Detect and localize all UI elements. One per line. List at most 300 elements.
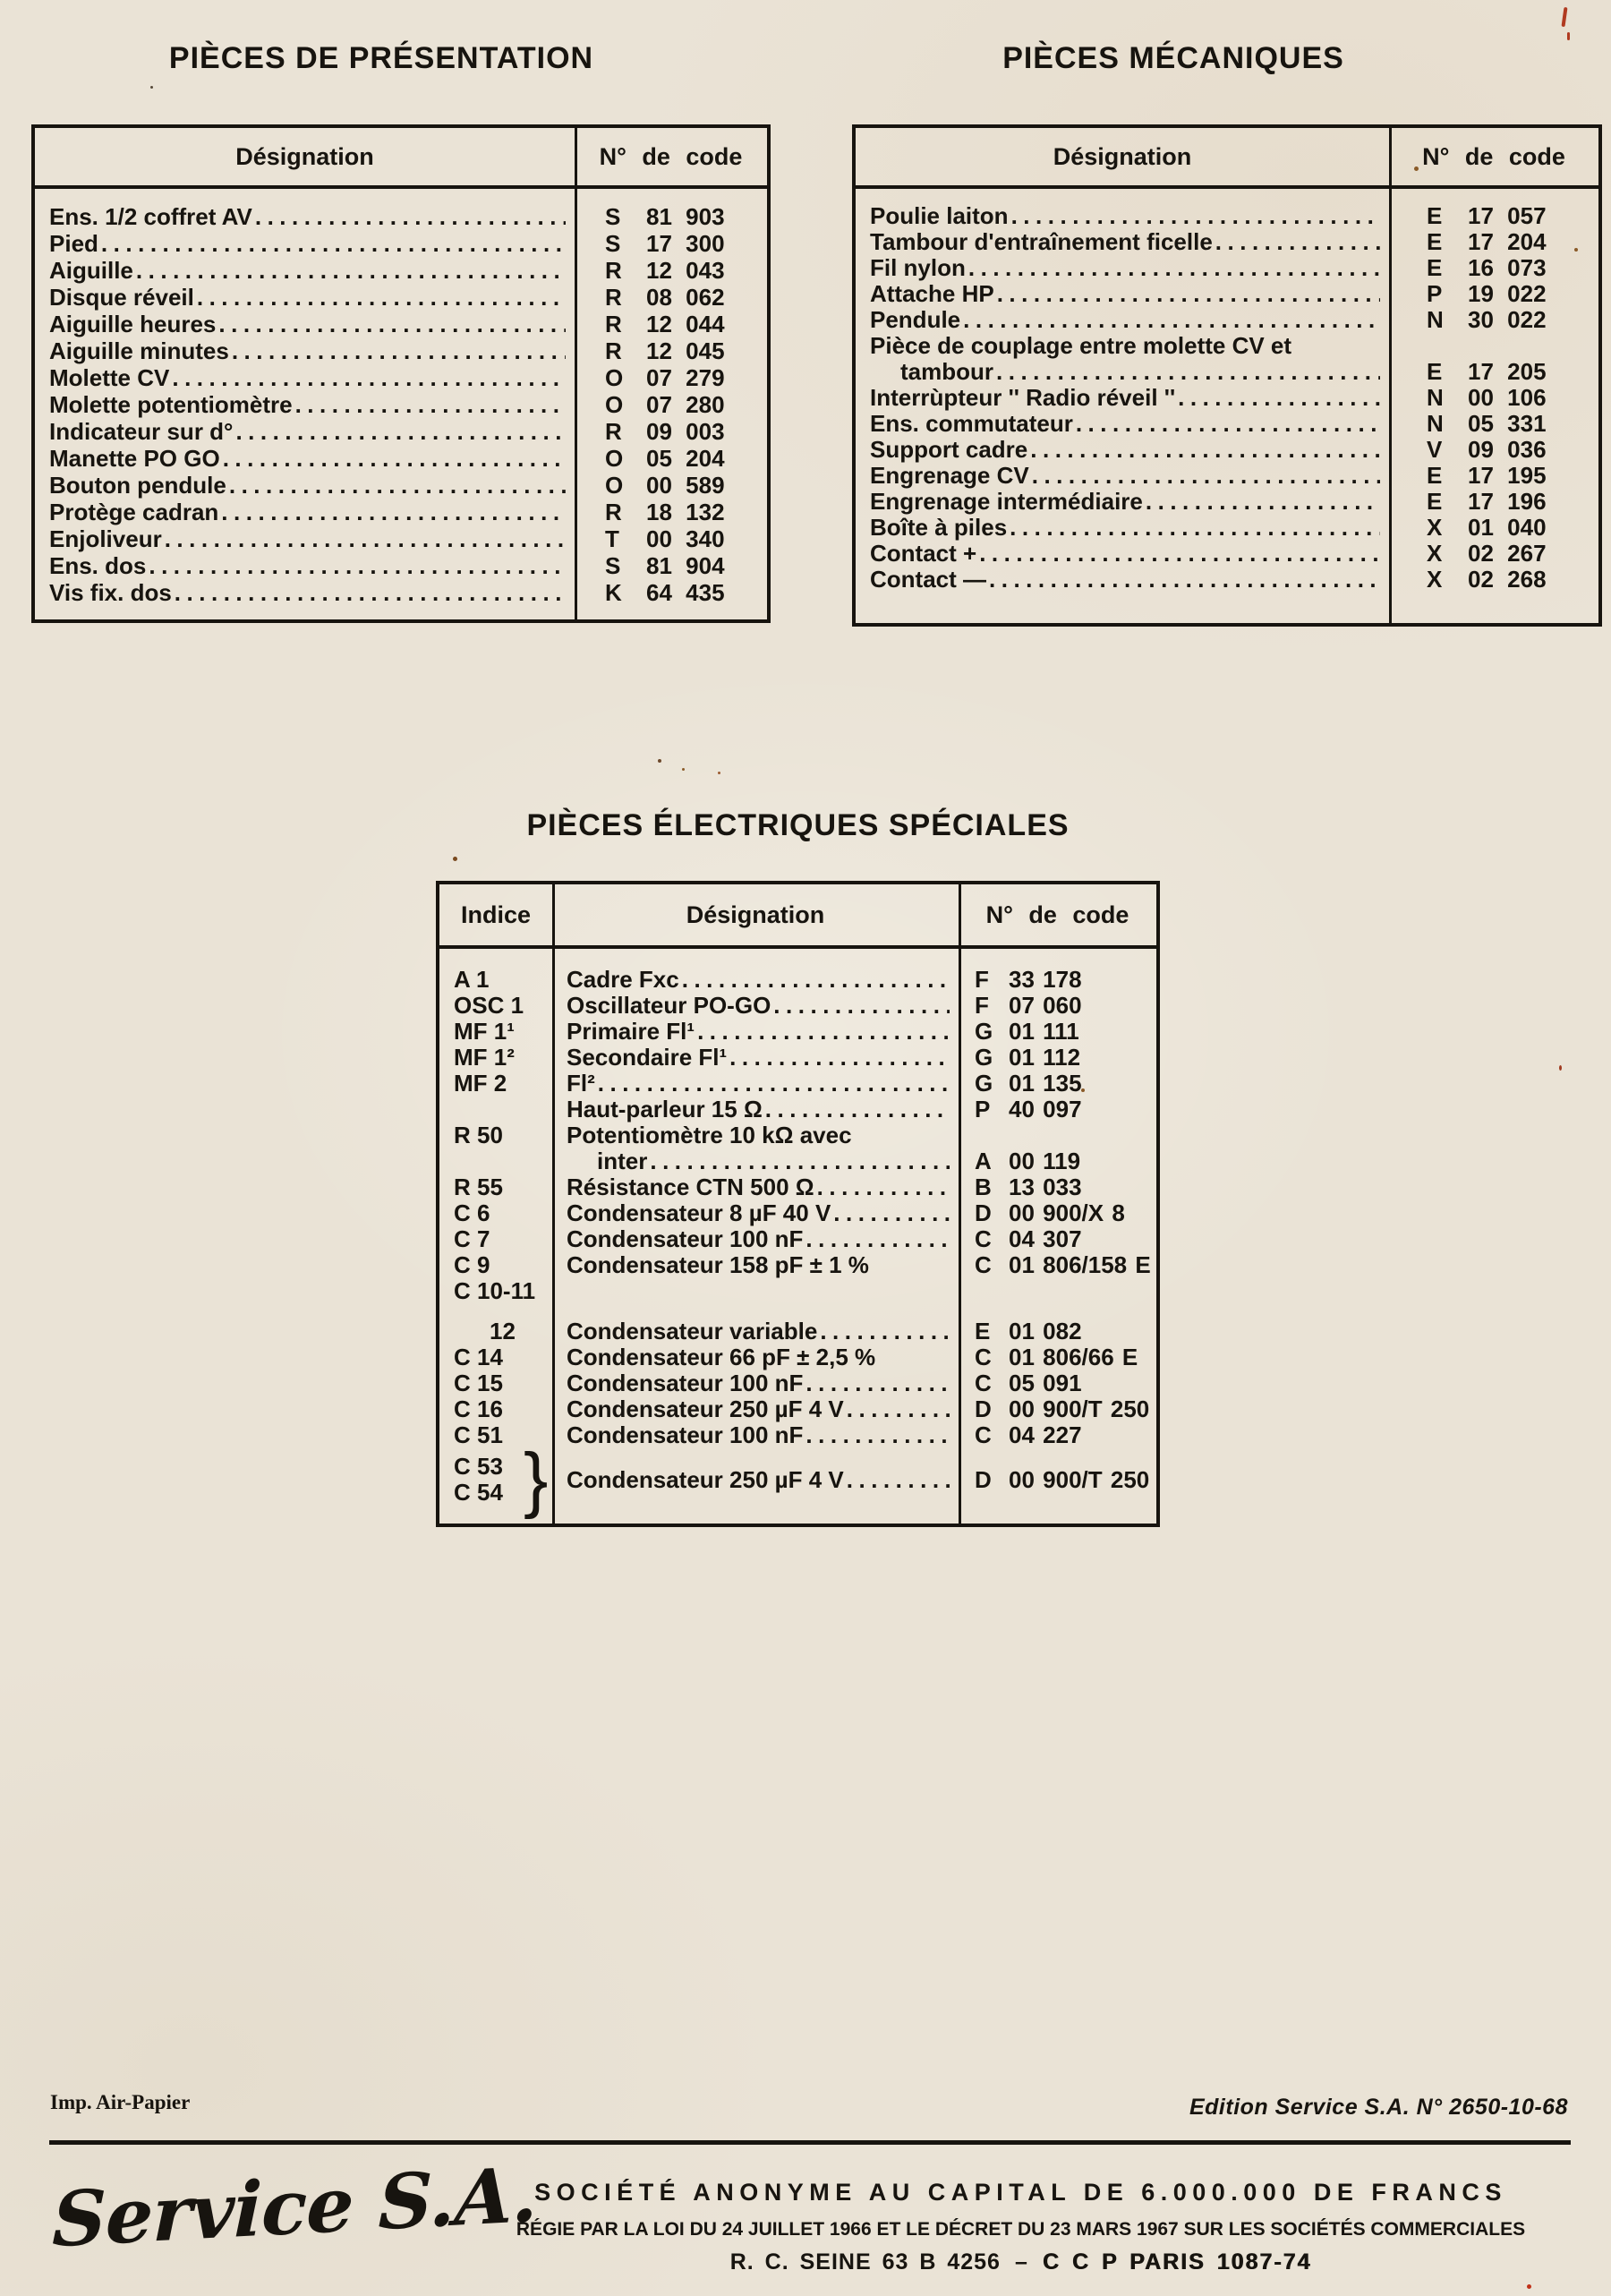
code-letter: T [605, 525, 619, 552]
designation-text: Tambour d'entraînement ficelle [870, 228, 1213, 255]
designation-text: Pendule [870, 306, 961, 333]
part-code [959, 1396, 1156, 1422]
part-code [1389, 359, 1598, 385]
code-number: 17 195 [1468, 462, 1547, 489]
code-number: 00 900/X 8 [1009, 1199, 1125, 1226]
table-header [439, 884, 1156, 949]
designation-text: Contact + [870, 540, 977, 567]
part-code [1389, 307, 1598, 333]
indice-line: A 1 [454, 966, 490, 993]
paper-speck [150, 86, 153, 89]
part-code [575, 579, 767, 606]
part-designation [552, 1045, 959, 1071]
designation-line [567, 1370, 959, 1396]
part-indice [439, 1045, 552, 1071]
code-letter: X [1427, 566, 1443, 593]
part-indice [439, 1019, 552, 1045]
designation-text: Condensateur 8 µF 40 V [567, 1199, 831, 1226]
part-code [959, 1097, 1156, 1122]
table-row [856, 229, 1598, 255]
table-row [35, 203, 767, 230]
code-letter: R [605, 257, 622, 284]
presentation-table [31, 124, 771, 623]
code-number: 17 300 [646, 230, 725, 257]
column-header-designation: Désignation [1053, 142, 1192, 170]
code-letter: R [605, 499, 622, 525]
designation-text: Condensateur variable [567, 1318, 818, 1344]
designation-line [567, 1174, 959, 1200]
indice-line: C 6 [454, 1199, 490, 1226]
ccp-paris-text: C C P PARIS 1087-74 [1042, 2249, 1312, 2275]
code-letter: D [975, 1396, 992, 1422]
part-designation [35, 445, 575, 472]
part-code [1389, 515, 1598, 541]
dot-leader [175, 579, 566, 606]
part-designation [856, 489, 1389, 515]
designation-line [49, 579, 575, 606]
table-row [856, 307, 1598, 333]
dot-leader [221, 499, 566, 525]
code-number: 01 135 [1009, 1070, 1082, 1097]
part-designation [856, 281, 1389, 307]
part-code [959, 967, 1156, 993]
table-row [439, 1071, 1156, 1097]
designation-line [567, 1045, 959, 1071]
paper-speck [658, 759, 661, 763]
code-number: 12 044 [646, 311, 725, 337]
column-header-code: N° de code [599, 142, 743, 170]
company-line-regie: RÉGIE PAR LA LOI DU 24 JUILLET 1966 ET LE DÉCRET DU 23 MARS 1967 SUR LES SOCIÉTÉS COMMERCIALES [516, 2219, 1526, 2240]
part-indice [439, 1174, 552, 1200]
code-letter: G [975, 1070, 993, 1097]
code-number: 33 178 [1009, 966, 1082, 993]
printer-credit: Imp. Air-Papier [50, 2091, 191, 2113]
code-number: 19 022 [1468, 280, 1547, 307]
code-number: 01 112 [1009, 1044, 1081, 1071]
designation-line [49, 391, 575, 418]
part-designation [35, 337, 575, 364]
part-designation [35, 525, 575, 552]
designation-line [567, 1422, 959, 1448]
designation-text: Ens. dos [49, 552, 147, 579]
designation-text: Oscillateur PO-GO [567, 992, 771, 1019]
part-code [575, 552, 767, 579]
code-number: 02 267 [1468, 540, 1547, 567]
part-code [959, 1344, 1156, 1370]
table-row [439, 967, 1156, 993]
part-designation [35, 203, 575, 230]
code-number: 64 435 [646, 579, 725, 606]
company-line-registry [468, 2249, 1573, 2275]
code-number: 00 340 [646, 525, 725, 552]
dot-leader [232, 337, 566, 364]
electriques-table [436, 881, 1160, 1527]
designation-text: Interrùpteur '' Radio réveil '' [870, 384, 1176, 411]
paper-speck [718, 772, 720, 774]
part-designation [35, 552, 575, 579]
table-row [439, 1344, 1156, 1370]
dot-leader [1215, 229, 1380, 255]
code-letter: S [605, 203, 621, 230]
column-header-designation: Désignation [686, 900, 825, 928]
code-number: 01 040 [1468, 514, 1547, 541]
part-code [1389, 437, 1598, 463]
part-designation [35, 499, 575, 525]
table-row [35, 418, 767, 445]
dot-leader [255, 203, 566, 230]
part-code [959, 1319, 1156, 1344]
table-header [856, 128, 1598, 189]
designation-text: Aiguille heures [49, 311, 217, 337]
part-designation [552, 1370, 959, 1396]
designation-text: inter [597, 1148, 648, 1174]
footer-rule [49, 2140, 1571, 2145]
designation-text: Pièce de couplage entre molette CV et [870, 332, 1292, 359]
part-designation [856, 229, 1389, 255]
dot-leader [1030, 437, 1380, 463]
designation-text: Bouton pendule [49, 472, 226, 499]
designation-line [49, 230, 575, 257]
part-code [575, 499, 767, 525]
table-row [856, 385, 1598, 411]
dot-leader [817, 1174, 950, 1200]
table-row [856, 333, 1598, 385]
dot-leader [1076, 411, 1380, 437]
code-number: 12 043 [646, 257, 725, 284]
code-letter: G [975, 1018, 993, 1045]
dot-leader [697, 1019, 950, 1045]
designation-line [870, 515, 1389, 541]
designation-line [567, 1396, 959, 1422]
code-number: 01 082 [1009, 1318, 1082, 1344]
code-letter: V [1427, 436, 1443, 463]
part-designation [856, 203, 1389, 229]
part-code [959, 1200, 1156, 1226]
designation-text: Indicateur sur d° [49, 418, 234, 445]
code-number: 17 057 [1468, 202, 1547, 229]
dot-leader [1011, 203, 1380, 229]
designation-text: Résistance CTN 500 Ω [567, 1174, 814, 1200]
paper-speck [1559, 1065, 1562, 1071]
code-letter: O [605, 364, 624, 391]
designation-line [870, 359, 1389, 385]
designation-text: Boîte à piles [870, 514, 1008, 541]
designation-text: Disque réveil [49, 284, 194, 311]
table-row [856, 255, 1598, 281]
part-indice [439, 1252, 552, 1278]
designation-line [49, 257, 575, 284]
table-row [35, 525, 767, 552]
part-designation [552, 1019, 959, 1045]
designation-text: Condensateur 250 µF 4 V [567, 1396, 844, 1422]
table-row [35, 257, 767, 284]
part-indice [439, 1226, 552, 1252]
dot-leader [806, 1226, 950, 1252]
column-header-designation: Désignation [235, 142, 374, 170]
part-code [575, 391, 767, 418]
part-designation [552, 1071, 959, 1097]
table-header [35, 128, 767, 189]
indice-line: C 15 [454, 1370, 503, 1396]
part-designation [35, 472, 575, 499]
dash-separator: – [1014, 2249, 1028, 2275]
designation-line [49, 525, 575, 552]
part-designation [552, 1122, 959, 1174]
table-row [35, 552, 767, 579]
code-number: 02 268 [1468, 566, 1547, 593]
indice-line: MF 1¹ [454, 1018, 515, 1045]
part-designation [35, 391, 575, 418]
dot-leader [165, 525, 566, 552]
designation-text: Pied [49, 230, 98, 257]
part-designation [856, 307, 1389, 333]
table-row [439, 1174, 1156, 1200]
part-code [959, 1071, 1156, 1097]
designation-text: Cadre Fxc [567, 966, 679, 993]
designation-line [870, 307, 1389, 333]
table-row [35, 579, 767, 606]
table-row [439, 1319, 1156, 1344]
designation-text: Fl² [567, 1070, 595, 1097]
code-letter: C [975, 1421, 992, 1448]
table-row [439, 1045, 1156, 1071]
dot-leader [136, 257, 566, 284]
part-code [575, 445, 767, 472]
dot-leader [729, 1045, 950, 1071]
code-letter: P [975, 1096, 991, 1122]
code-number: 05 331 [1468, 410, 1547, 437]
part-code [1389, 229, 1598, 255]
part-code [959, 1370, 1156, 1396]
code-number: 09 036 [1468, 436, 1547, 463]
part-designation [856, 437, 1389, 463]
code-letter: C [975, 1225, 992, 1252]
part-code [959, 1422, 1156, 1448]
code-letter: C [975, 1251, 992, 1278]
code-number: 40 097 [1009, 1096, 1082, 1122]
code-letter: N [1427, 410, 1444, 437]
indice-line: C 10-11 [454, 1277, 536, 1304]
table-row [439, 1019, 1156, 1045]
designation-line [567, 1019, 959, 1045]
section-title-electriques: PIÈCES ÉLECTRIQUES SPÉCIALES [526, 808, 1070, 842]
code-letter: D [975, 1465, 992, 1493]
table-row [35, 472, 767, 499]
designation-text: Molette potentiomètre [49, 391, 293, 418]
table-row [856, 541, 1598, 567]
designation-line [49, 337, 575, 364]
designation-line [567, 1344, 959, 1370]
designation-line [49, 311, 575, 337]
part-code [959, 1467, 1156, 1493]
table-row [35, 284, 767, 311]
designation-line [49, 445, 575, 472]
dot-leader [820, 1319, 950, 1344]
column-header-indice: Indice [460, 900, 532, 928]
code-letter: C [975, 1370, 992, 1396]
table-body [35, 189, 767, 606]
part-designation [552, 1319, 959, 1344]
dot-leader [1010, 515, 1380, 541]
dot-leader [1032, 463, 1380, 489]
dot-leader [968, 255, 1380, 281]
part-indice [439, 1370, 552, 1396]
table-row [35, 230, 767, 257]
table-row [439, 1252, 1156, 1278]
designation-line [870, 489, 1389, 515]
indice-line: OSC 1 [454, 992, 524, 1019]
dot-leader [979, 541, 1380, 567]
part-designation [552, 1422, 959, 1448]
part-code [959, 1174, 1156, 1200]
code-number: 81 903 [646, 203, 725, 230]
part-designation [35, 364, 575, 391]
paper-speck [1527, 2284, 1531, 2289]
dot-leader [223, 445, 566, 472]
part-designation [856, 385, 1389, 411]
part-indice [439, 1396, 552, 1422]
code-letter: X [1427, 540, 1443, 567]
part-indice [439, 1122, 552, 1148]
part-indice [439, 967, 552, 993]
code-letter: E [1427, 488, 1443, 515]
designation-text: Vis fix. dos [49, 579, 172, 606]
code-letter: B [975, 1174, 992, 1200]
code-letter: S [605, 552, 621, 579]
code-number: 00 119 [1009, 1148, 1081, 1174]
designation-line [49, 472, 575, 499]
designation-text: Aiguille minutes [49, 337, 229, 364]
part-designation [552, 1226, 959, 1252]
designation-line [567, 967, 959, 993]
code-number: 07 279 [646, 364, 725, 391]
part-indice [439, 1071, 552, 1097]
dot-leader [1178, 385, 1380, 411]
designation-text: Condensateur 158 pF ± 1 % [567, 1251, 869, 1278]
dot-leader [172, 364, 566, 391]
table-row [35, 364, 767, 391]
column-header-code: N° de code [1422, 142, 1565, 170]
code-letter: G [975, 1044, 993, 1071]
designation-text: Potentiomètre 10 kΩ avec [567, 1122, 852, 1148]
designation-text: Aiguille [49, 257, 133, 284]
designation-line [49, 499, 575, 525]
code-number: 08 062 [646, 284, 725, 311]
code-number: 81 904 [646, 552, 725, 579]
brace-glyph: } [524, 1438, 549, 1520]
table-row [439, 1278, 1156, 1304]
part-designation [552, 1200, 959, 1226]
table-row [856, 489, 1598, 515]
column-divider [552, 884, 555, 1524]
designation-line [567, 1467, 959, 1493]
dot-leader [235, 418, 566, 445]
table-row [439, 1200, 1156, 1226]
designation-line [870, 437, 1389, 463]
part-designation [856, 567, 1389, 593]
section-title-mecaniques: PIÈCES MÉCANIQUES [1002, 41, 1344, 75]
part-code [575, 337, 767, 364]
part-code [1389, 411, 1598, 437]
indice-line: R 50 [454, 1122, 503, 1148]
part-indice [439, 1344, 552, 1370]
part-designation [552, 1467, 959, 1493]
designation-line [870, 255, 1389, 281]
code-number: 17 196 [1468, 488, 1547, 515]
code-letter: R [605, 311, 622, 337]
code-letter: O [605, 445, 624, 472]
designation-text: Enjoliveur [49, 525, 162, 552]
code-number: 13 033 [1009, 1174, 1082, 1200]
designation-text: Ens. 1/2 coffret AV [49, 203, 252, 230]
dot-leader [765, 1097, 950, 1122]
part-code [959, 1252, 1156, 1278]
designation-line [49, 203, 575, 230]
dot-leader [833, 1200, 950, 1226]
code-number: 17 205 [1468, 358, 1547, 385]
part-designation [552, 993, 959, 1019]
designation-text: Secondaire Fl¹ [567, 1044, 728, 1071]
designation-line [870, 385, 1389, 411]
designation-line [49, 284, 575, 311]
indice-line: C 54 [454, 1479, 503, 1506]
designation-line [567, 1319, 959, 1344]
part-code [959, 1226, 1156, 1252]
table-row [439, 1396, 1156, 1422]
dot-leader [997, 281, 1380, 307]
part-code [575, 418, 767, 445]
table-row [439, 1438, 1156, 1520]
dot-leader [197, 284, 566, 311]
part-designation [35, 257, 575, 284]
code-number: 07 280 [646, 391, 725, 418]
code-letter: A [975, 1148, 992, 1174]
part-designation [856, 541, 1389, 567]
code-letter: E [1427, 254, 1443, 281]
designation-line [567, 1200, 959, 1226]
designation-text: Condensateur 100 nF [567, 1225, 804, 1252]
code-letter: C [975, 1344, 992, 1370]
part-code [575, 525, 767, 552]
part-designation [856, 515, 1389, 541]
table-row [439, 993, 1156, 1019]
table-row [35, 499, 767, 525]
designation-text: Molette CV [49, 364, 170, 391]
dot-leader [598, 1071, 950, 1097]
code-letter: R [605, 284, 622, 311]
designation-text: Condensateur 100 nF [567, 1370, 804, 1396]
part-indice [439, 1278, 552, 1304]
designation-text: Condensateur 250 µF 4 V [567, 1465, 844, 1493]
code-letter: P [1427, 280, 1443, 307]
code-number: 07 060 [1009, 992, 1082, 1019]
code-letter: D [975, 1199, 992, 1226]
code-letter: N [1427, 384, 1444, 411]
designation-text: Primaire Fl¹ [567, 1018, 695, 1045]
code-number: 04 307 [1009, 1225, 1082, 1252]
mecaniques-table [852, 124, 1602, 627]
edition-number: Edition Service S.A. N° 2650-10-68 [1189, 2095, 1568, 2120]
part-code [1389, 385, 1598, 411]
designation-line [567, 1252, 959, 1278]
company-line-capital: SOCIÉTÉ ANONYME AU CAPITAL DE 6.000.000 DE FRANCS [534, 2179, 1507, 2206]
designation-line [870, 229, 1389, 255]
rc-seine-text: R. C. SEINE 63 B 4256 [729, 2249, 1001, 2275]
part-code [575, 311, 767, 337]
dot-leader [773, 993, 950, 1019]
designation-text: Attache HP [870, 280, 994, 307]
table-row [35, 391, 767, 418]
